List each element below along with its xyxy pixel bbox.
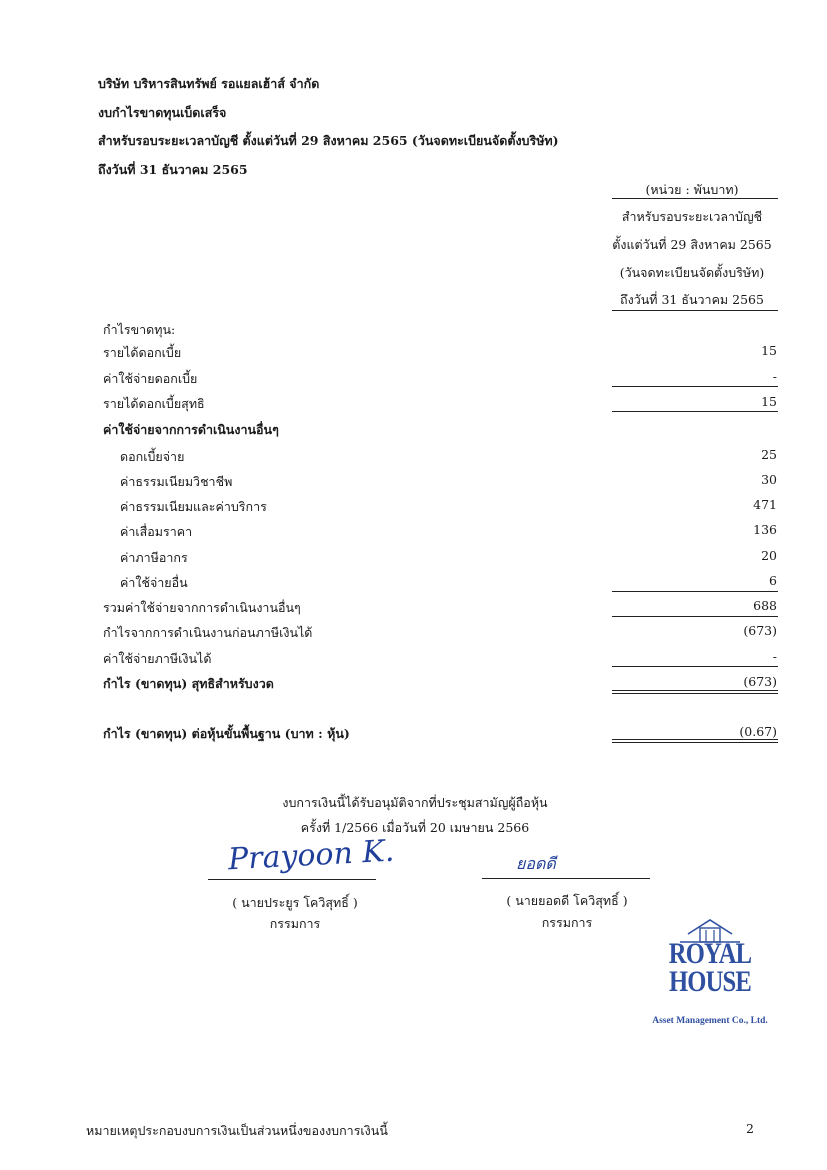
signature-2: ยอดดี: [516, 854, 556, 873]
other-opex-heading: ค่าใช้จ่ายจากการดำเนินงานอื่นๆ: [103, 422, 279, 437]
column-header-rule-top: [612, 198, 778, 199]
company-logo: [640, 912, 780, 1032]
row-label-interest-income: รายได้ดอกเบี้ย: [103, 345, 182, 360]
logo-royal: ROYAL: [668, 937, 752, 970]
logo-house: HOUSE: [668, 965, 752, 998]
row-label-total-other-opex: รวมค่าใช้จ่ายจากการดำเนินงานอื่นๆ: [103, 600, 301, 615]
total-double-rule-2: [612, 739, 778, 743]
row-value-fees-services: 471: [753, 497, 777, 512]
statement-to-date: ถึงวันที่ 31 ธันวาคม 2565: [98, 162, 248, 177]
signature-line-2: [482, 878, 650, 879]
subtotal-rule-5: [612, 666, 778, 667]
row-label-fees-services: ค่าธรรมเนียมและค่าบริการ: [120, 499, 267, 514]
row-label-interest-paid: ดอกเบี้ยจ่าย: [120, 449, 185, 464]
row-label-net-interest-income: รายได้ดอกเบี้ยสุทธิ: [103, 396, 205, 411]
signature-1: Prayoon K.: [227, 833, 396, 878]
approval-line-1: งบการเงินนี้ได้รับอนุมัติจากที่ประชุมสามัญผู้ถือหุ้น: [282, 795, 548, 810]
row-value-profit-before-tax: (673): [743, 623, 777, 638]
column-header-line3: (วันจดทะเบียนจัดตั้งบริษัท): [619, 265, 765, 280]
row-label-professional-fees: ค่าธรรมเนียมวิชาชีพ: [120, 474, 233, 489]
subtotal-rule-1: [612, 386, 778, 387]
row-label-interest-expense: ค่าใช้จ่ายดอกเบี้ย: [103, 371, 198, 386]
page-number: 2: [746, 1121, 754, 1136]
row-label-depreciation: ค่าเสื่อมราคา: [120, 524, 193, 539]
footer-note: หมายเหตุประกอบงบการเงินเป็นส่วนหนึ่งของงบการเงินนี้: [86, 1123, 388, 1138]
signatory-2-name: ( นายยอดดี โควิสุทธิ์ ): [506, 893, 628, 908]
total-double-rule-1: [612, 690, 778, 694]
row-value-income-tax: -: [772, 649, 777, 664]
statement-period: สำหรับรอบระยะเวลาบัญชี ตั้งแต่วันที่ 29 สิงหาคม 2565 (วันจดทะเบียนจัดตั้งบริษัท): [98, 133, 559, 148]
company-name: บริษัท บริหารสินทรัพย์ รอแยลเฮ้าส์ จำกัด: [98, 76, 320, 91]
subtotal-rule-4: [612, 616, 778, 617]
signature-line-1: [208, 879, 376, 880]
column-header-rule-bottom: [612, 310, 778, 311]
pl-heading: กำไรขาดทุน:: [103, 322, 176, 337]
row-value-taxes-duties: 20: [761, 548, 777, 563]
statement-title: งบกำไรขาดทุนเบ็ดเสร็จ: [98, 105, 227, 120]
column-header-line1: สำหรับรอบระยะเวลาบัญชี: [621, 209, 763, 224]
column-header-line4: ถึงวันที่ 31 ธันวาคม 2565: [620, 292, 764, 307]
signatory-2-title: กรรมการ: [541, 915, 593, 930]
row-value-net-profit: (673): [743, 674, 777, 689]
subtotal-rule-2: [612, 411, 778, 412]
row-value-interest-income: 15: [761, 343, 777, 358]
row-value-professional-fees: 30: [761, 472, 777, 487]
row-label-income-tax: ค่าใช้จ่ายภาษีเงินได้: [103, 651, 212, 666]
row-value-eps: (0.67): [739, 724, 777, 739]
approval-line-2: ครั้งที่ 1/2566 เมื่อวันที่ 20 เมษายน 2566: [300, 820, 530, 835]
unit-label: (หน่วย : พันบาท): [645, 182, 739, 197]
signatory-1-name: ( นายประยูร โควิสุทธิ์ ): [232, 895, 358, 910]
row-value-total-other-opex: 688: [753, 598, 777, 613]
row-value-depreciation: 136: [753, 522, 777, 537]
row-value-net-interest-income: 15: [761, 394, 777, 409]
row-label-eps: กำไร (ขาดทุน) ต่อหุ้นขั้นพื้นฐาน (บาท : หุ้น): [103, 726, 350, 741]
subtotal-rule-3: [612, 591, 778, 592]
row-value-interest-expense: -: [772, 369, 777, 384]
row-label-taxes-duties: ค่าภาษีอากร: [120, 550, 188, 565]
row-value-other-expenses: 6: [769, 573, 777, 588]
row-label-net-profit: กำไร (ขาดทุน) สุทธิสำหรับงวด: [103, 676, 274, 691]
row-label-other-expenses: ค่าใช้จ่ายอื่น: [120, 575, 188, 590]
logo-tagline: Asset Management Co., Ltd.: [652, 1016, 768, 1026]
row-label-profit-before-tax: กำไรจากการดำเนินงานก่อนภาษีเงินได้: [103, 625, 313, 640]
column-header-line2: ตั้งแต่วันที่ 29 สิงหาคม 2565: [612, 237, 772, 252]
row-value-interest-paid: 25: [761, 447, 777, 462]
signatory-1-title: กรรมการ: [269, 916, 321, 931]
